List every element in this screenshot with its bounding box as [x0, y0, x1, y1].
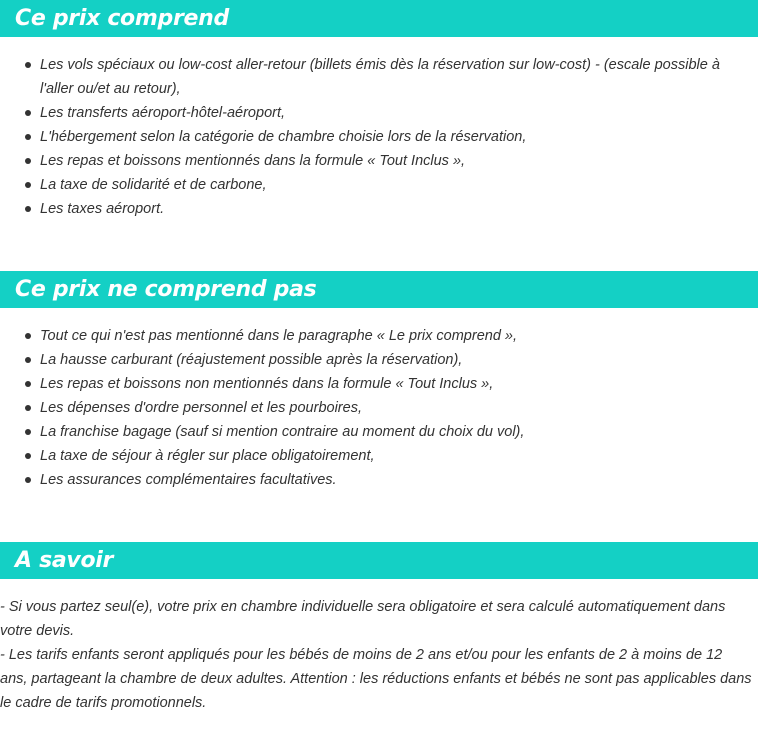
list-item: Les vols spéciaux ou low-cost aller-retour (billets émis dès la réservation sur low-cost) - (escale possible à l'aller ou/et au retour),: [0, 53, 758, 101]
section-header-included: [0, 0, 758, 37]
list-item: Les taxes aéroport.: [0, 197, 758, 221]
list-item: Tout ce qui n'est pas mentionné dans le paragraphe « Le prix comprend »,: [0, 324, 758, 348]
list-item: La taxe de solidarité et de carbone,: [0, 173, 758, 197]
list-item: La franchise bagage (sauf si mention contraire au moment du choix du vol),: [0, 420, 758, 444]
included-list: [0, 53, 758, 221]
excluded-list: [0, 324, 758, 492]
list-item: L'hébergement selon la catégorie de chambre choisie lors de la réservation,: [0, 125, 758, 149]
list-item: Les repas et boissons non mentionnés dans la formule « Tout Inclus »,: [0, 372, 758, 396]
info-paragraph: - Les tarifs enfants seront appliqués pour les bébés de moins de 2 ans et/ou pour les enfants de 2 à moins de 12 ans, partageant la chambre de deux adultes. Attention : les réductions enfants et bébés ne sont pas applicables dans le cadre de tarifs promotionnels.: [0, 647, 752, 711]
list-item: Les dépenses d'ordre personnel et les pourboires,: [0, 396, 758, 420]
list-item: Les repas et boissons mentionnés dans la formule « Tout Inclus »,: [0, 149, 758, 173]
section-header-excluded: [0, 271, 758, 308]
info-paragraph: - Si vous partez seul(e), votre prix en chambre individuelle sera obligatoire et sera calculé automatiquement dans votre devis.: [0, 599, 726, 639]
list-item: La hausse carburant (réajustement possible après la réservation),: [0, 348, 758, 372]
section-header-info: [0, 542, 758, 579]
info-notes: [0, 595, 752, 715]
list-item: Les assurances complémentaires facultatives.: [0, 468, 758, 492]
list-item: Les transferts aéroport-hôtel-aéroport,: [0, 101, 758, 125]
list-item: La taxe de séjour à régler sur place obligatoirement,: [0, 444, 758, 468]
section-title-info: A savoir: [15, 548, 114, 573]
section-title-included: Ce prix comprend: [15, 6, 229, 31]
section-title-excluded: Ce prix ne comprend pas: [15, 277, 317, 302]
